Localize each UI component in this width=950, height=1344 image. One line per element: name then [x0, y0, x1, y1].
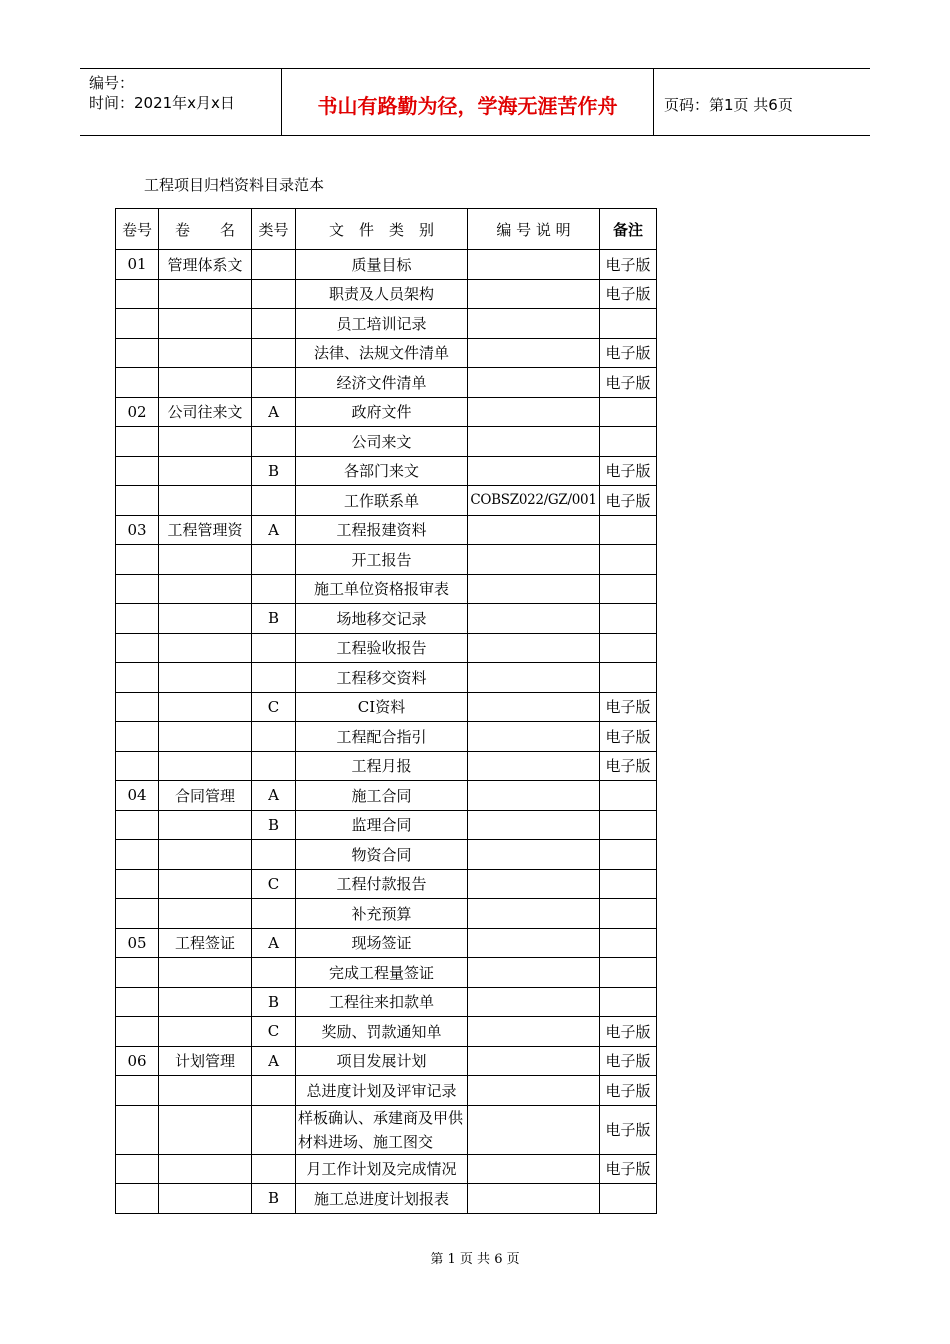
cell-volume-no [116, 663, 159, 693]
table-row [116, 574, 657, 604]
cell-file-category: 政府文件 [296, 397, 468, 427]
table-row [116, 1046, 657, 1076]
cell-remarks: 电子版 [600, 368, 657, 398]
cell-remarks: 电子版 [600, 1046, 657, 1076]
cell-category-no: A [252, 515, 296, 545]
cell-file-category: 职责及人员架构 [296, 279, 468, 309]
cell-number-desc [468, 1046, 600, 1076]
cell-file-category: 施工合同 [296, 781, 468, 811]
cell-volume-no [116, 810, 159, 840]
table-row [116, 427, 657, 457]
cell-remarks [600, 987, 657, 1017]
cell-file-category: CI资料 [296, 692, 468, 722]
cell-category-no: A [252, 781, 296, 811]
cell-volume-no [116, 633, 159, 663]
cell-remarks: 电子版 [600, 1017, 657, 1047]
cell-volume-name [159, 751, 252, 781]
cell-number-desc [468, 545, 600, 575]
cell-number-desc [468, 987, 600, 1017]
cell-file-category: 监理合同 [296, 810, 468, 840]
table-row [116, 1017, 657, 1047]
cell-category-no [252, 574, 296, 604]
cell-category-no: B [252, 604, 296, 634]
cell-file-category: 现场签证 [296, 928, 468, 958]
cell-category-no [252, 368, 296, 398]
cell-remarks: 电子版 [600, 486, 657, 516]
cell-category-no: C [252, 1017, 296, 1047]
cell-volume-no [116, 869, 159, 899]
cell-remarks: 电子版 [600, 692, 657, 722]
cell-volume-no [116, 279, 159, 309]
cell-volume-name: 计划管理 [159, 1046, 252, 1076]
cell-number-desc [468, 1076, 600, 1106]
cell-volume-name [159, 427, 252, 457]
cell-volume-name [159, 722, 252, 752]
cell-remarks [600, 899, 657, 929]
cell-category-no: B [252, 810, 296, 840]
page-header [80, 68, 870, 136]
cell-volume-no [116, 1017, 159, 1047]
table-row [116, 545, 657, 575]
cell-category-no: B [252, 987, 296, 1017]
cell-number-desc [468, 840, 600, 870]
cell-remarks: 电子版 [600, 1076, 657, 1106]
cell-volume-no: 06 [116, 1046, 159, 1076]
document-title: 工程项目归档资料目录范本 [144, 176, 325, 194]
cell-file-category: 物资合同 [296, 840, 468, 870]
cell-volume-no: 03 [116, 515, 159, 545]
cell-remarks: 电子版 [600, 1154, 657, 1184]
table-row [116, 722, 657, 752]
cell-file-category: 完成工程量签证 [296, 958, 468, 988]
cell-volume-no [116, 987, 159, 1017]
table-row [116, 397, 657, 427]
cell-file-category: 员工培训记录 [296, 309, 468, 339]
cell-volume-name [159, 1076, 252, 1106]
table-row [116, 958, 657, 988]
header-file-category: 文 件 类 别 [296, 209, 468, 250]
table-row [116, 751, 657, 781]
cell-file-category: 奖励、罚款通知单 [296, 1017, 468, 1047]
cell-volume-name: 合同管理 [159, 781, 252, 811]
table-row [116, 1105, 657, 1154]
cell-file-category: 法律、法规文件清单 [296, 338, 468, 368]
cell-number-desc [468, 899, 600, 929]
cell-volume-no [116, 1076, 159, 1106]
cell-volume-no [116, 545, 159, 575]
cell-file-category: 补充预算 [296, 899, 468, 929]
cell-remarks [600, 545, 657, 575]
cell-file-category: 各部门来文 [296, 456, 468, 486]
cell-volume-no [116, 338, 159, 368]
cell-category-no: A [252, 1046, 296, 1076]
cell-remarks [600, 633, 657, 663]
cell-volume-name [159, 1105, 252, 1154]
header-volume-name: 卷 名 [159, 209, 252, 250]
cell-volume-name [159, 958, 252, 988]
cell-volume-name [159, 987, 252, 1017]
cell-remarks [600, 427, 657, 457]
cell-file-category: 工程往来扣款单 [296, 987, 468, 1017]
cell-number-desc [468, 604, 600, 634]
header-volume-no: 卷号 [116, 209, 159, 250]
cell-file-category: 工程配合指引 [296, 722, 468, 752]
cell-file-category: 质量目标 [296, 250, 468, 280]
cell-volume-no [116, 574, 159, 604]
header-page-info: 页码：第1页 共6页 [664, 95, 793, 114]
table-row [116, 368, 657, 398]
cell-remarks [600, 958, 657, 988]
table-row [116, 810, 657, 840]
table-row [116, 1154, 657, 1184]
cell-remarks [600, 574, 657, 604]
cell-number-desc [468, 574, 600, 604]
cell-volume-no [116, 840, 159, 870]
header-number-desc: 编 号 说 明 [468, 209, 600, 250]
table-row [116, 928, 657, 958]
header-category-no: 类号 [252, 209, 296, 250]
cell-volume-name [159, 574, 252, 604]
cell-category-no: B [252, 1184, 296, 1214]
cell-remarks: 电子版 [600, 279, 657, 309]
cell-number-desc [468, 427, 600, 457]
cell-number-desc [468, 1154, 600, 1184]
cell-remarks [600, 1184, 657, 1214]
table-row [116, 987, 657, 1017]
header-remarks: 备注 [600, 209, 657, 250]
cell-number-desc [468, 250, 600, 280]
catalog-table [115, 208, 657, 1214]
cell-remarks: 电子版 [600, 338, 657, 368]
cell-category-no [252, 663, 296, 693]
cell-file-category: 工程月报 [296, 751, 468, 781]
cell-number-desc [468, 663, 600, 693]
cell-number-desc [468, 810, 600, 840]
cell-category-no [252, 958, 296, 988]
table-row [116, 663, 657, 693]
cell-volume-name: 管理体系文 [159, 250, 252, 280]
cell-number-desc [468, 633, 600, 663]
cell-category-no: B [252, 456, 296, 486]
cell-volume-no [116, 751, 159, 781]
cell-remarks [600, 663, 657, 693]
cell-number-desc [468, 751, 600, 781]
cell-category-no [252, 751, 296, 781]
cell-category-no [252, 309, 296, 339]
cell-category-no [252, 486, 296, 516]
cell-number-desc: COBSZ022/GZ/001 [468, 486, 600, 516]
cell-volume-no [116, 899, 159, 929]
cell-volume-name [159, 309, 252, 339]
table-row [116, 250, 657, 280]
cell-category-no [252, 1154, 296, 1184]
cell-file-category: 施工单位资格报审表 [296, 574, 468, 604]
number-label: 编号： [89, 74, 135, 92]
cell-volume-name [159, 1017, 252, 1047]
cell-volume-no [116, 604, 159, 634]
header-meta [80, 69, 282, 135]
cell-volume-name [159, 692, 252, 722]
cell-volume-name [159, 545, 252, 575]
cell-file-category: 工作联系单 [296, 486, 468, 516]
cell-category-no [252, 250, 296, 280]
cell-remarks [600, 515, 657, 545]
cell-number-desc [468, 279, 600, 309]
table-row [116, 604, 657, 634]
cell-volume-no [116, 1154, 159, 1184]
cell-volume-no: 05 [116, 928, 159, 958]
table-row [116, 899, 657, 929]
cell-remarks [600, 309, 657, 339]
cell-category-no [252, 545, 296, 575]
cell-file-category: 公司来文 [296, 427, 468, 457]
cell-remarks [600, 397, 657, 427]
table-row [116, 1184, 657, 1214]
cell-number-desc [468, 869, 600, 899]
cell-remarks: 电子版 [600, 751, 657, 781]
page-footer: 第 1 页 共 6 页 [430, 1252, 520, 1267]
cell-volume-no [116, 1105, 159, 1154]
cell-file-category: 工程付款报告 [296, 869, 468, 899]
cell-volume-no [116, 368, 159, 398]
cell-file-category: 工程报建资料 [296, 515, 468, 545]
table-row [116, 840, 657, 870]
time-label: 时间：2021年x月x日 [89, 94, 235, 112]
cell-volume-name [159, 663, 252, 693]
cell-volume-name: 工程管理资 [159, 515, 252, 545]
cell-volume-name [159, 604, 252, 634]
cell-file-category: 施工总进度计划报表 [296, 1184, 468, 1214]
cell-volume-no [116, 1184, 159, 1214]
cell-file-category: 工程移交资料 [296, 663, 468, 693]
table-header-row [116, 209, 657, 250]
cell-category-no [252, 840, 296, 870]
cell-remarks [600, 928, 657, 958]
cell-volume-name: 公司往来文 [159, 397, 252, 427]
cell-number-desc [468, 692, 600, 722]
header-slogan: 书山有路勤为径，学海无涯苦作舟 [282, 69, 654, 135]
cell-volume-name [159, 486, 252, 516]
cell-category-no: C [252, 692, 296, 722]
table-row [116, 486, 657, 516]
cell-volume-no [116, 958, 159, 988]
cell-number-desc [468, 338, 600, 368]
cell-volume-name [159, 1184, 252, 1214]
cell-remarks: 电子版 [600, 1105, 657, 1154]
cell-number-desc [468, 1017, 600, 1047]
cell-number-desc [468, 515, 600, 545]
cell-volume-no [116, 427, 159, 457]
table-body [116, 250, 657, 1214]
cell-volume-name [159, 368, 252, 398]
table-row [116, 338, 657, 368]
cell-category-no [252, 338, 296, 368]
table-row [116, 633, 657, 663]
cell-remarks: 电子版 [600, 250, 657, 280]
table-row [116, 1076, 657, 1106]
cell-file-category: 项目发展计划 [296, 1046, 468, 1076]
cell-category-no [252, 633, 296, 663]
cell-category-no [252, 1076, 296, 1106]
cell-category-no: C [252, 869, 296, 899]
table-row [116, 692, 657, 722]
cell-remarks [600, 810, 657, 840]
cell-remarks: 电子版 [600, 722, 657, 752]
cell-number-desc [468, 368, 600, 398]
cell-volume-name [159, 810, 252, 840]
cell-number-desc [468, 1184, 600, 1214]
table-row [116, 781, 657, 811]
cell-volume-name [159, 633, 252, 663]
cell-remarks [600, 869, 657, 899]
cell-number-desc [468, 958, 600, 988]
table-row [116, 309, 657, 339]
cell-volume-name [159, 456, 252, 486]
cell-number-desc [468, 928, 600, 958]
cell-category-no [252, 427, 296, 457]
cell-volume-no [116, 456, 159, 486]
cell-number-desc [468, 456, 600, 486]
cell-number-desc [468, 722, 600, 752]
cell-category-no [252, 722, 296, 752]
cell-category-no [252, 899, 296, 929]
cell-file-category: 场地移交记录 [296, 604, 468, 634]
table-row [116, 515, 657, 545]
cell-volume-name [159, 1154, 252, 1184]
cell-number-desc [468, 397, 600, 427]
cell-file-category: 月工作计划及完成情况 [296, 1154, 468, 1184]
cell-remarks [600, 604, 657, 634]
table-row [116, 869, 657, 899]
cell-file-category: 经济文件清单 [296, 368, 468, 398]
cell-volume-no [116, 486, 159, 516]
cell-volume-no [116, 722, 159, 752]
cell-volume-name [159, 899, 252, 929]
table-row [116, 279, 657, 309]
cell-volume-name [159, 338, 252, 368]
cell-volume-name [159, 840, 252, 870]
cell-number-desc [468, 1105, 600, 1154]
cell-category-no [252, 1105, 296, 1154]
cell-category-no: A [252, 928, 296, 958]
cell-volume-no [116, 309, 159, 339]
cell-number-desc [468, 781, 600, 811]
cell-file-category: 总进度计划及评审记录 [296, 1076, 468, 1106]
cell-volume-no: 04 [116, 781, 159, 811]
cell-file-category: 工程验收报告 [296, 633, 468, 663]
cell-number-desc [468, 309, 600, 339]
cell-volume-no: 02 [116, 397, 159, 427]
cell-remarks [600, 781, 657, 811]
cell-remarks: 电子版 [600, 456, 657, 486]
cell-category-no: A [252, 397, 296, 427]
table-row [116, 456, 657, 486]
cell-file-category: 样板确认、承建商及甲供材料进场、施工图交 [296, 1105, 468, 1154]
cell-volume-no: 01 [116, 250, 159, 280]
cell-file-category: 开工报告 [296, 545, 468, 575]
cell-volume-no [116, 692, 159, 722]
cell-remarks [600, 840, 657, 870]
cell-volume-name [159, 869, 252, 899]
cell-category-no [252, 279, 296, 309]
cell-volume-name [159, 279, 252, 309]
cell-volume-name: 工程签证 [159, 928, 252, 958]
